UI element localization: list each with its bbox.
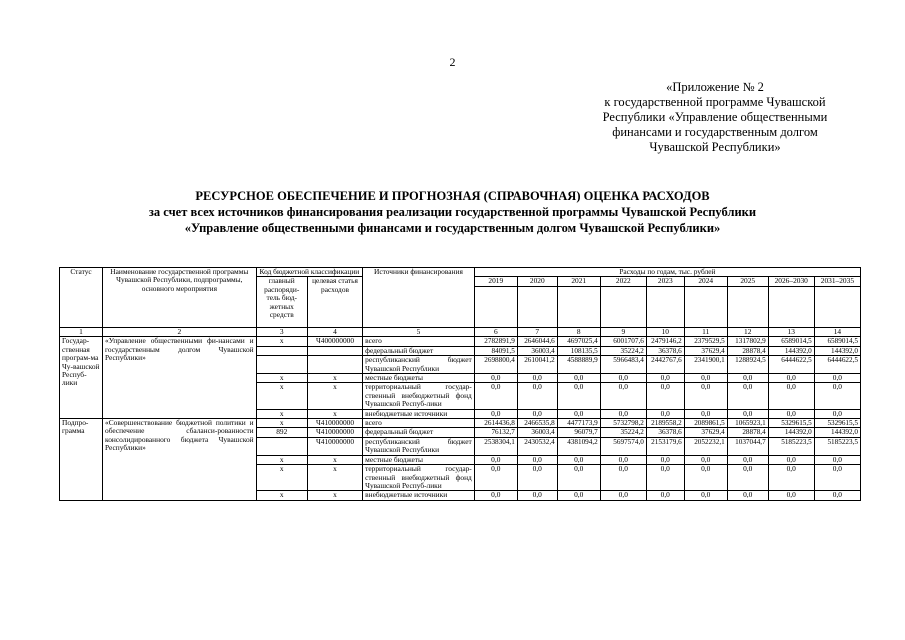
grbs-cell: x	[256, 383, 307, 409]
value-cell: 2614436,8	[474, 419, 517, 428]
value-cell: 0,0	[600, 409, 646, 418]
header-year-empty	[727, 287, 768, 328]
value-cell: 0,0	[684, 383, 727, 409]
column-index: 12	[727, 328, 768, 337]
csr-cell: x	[307, 455, 362, 464]
appendix-line: финансами и государственным долгом	[612, 125, 818, 139]
value-cell: 28878,4	[727, 346, 768, 355]
appendix-line: Чувашской Республики»	[649, 140, 781, 154]
value-cell: 6444622,5	[768, 356, 814, 374]
csr-cell	[307, 356, 362, 374]
value-cell: 0,0	[474, 455, 517, 464]
grbs-cell: x	[256, 419, 307, 428]
value-cell: 0,0	[814, 491, 860, 500]
value-cell: 144392,0	[768, 428, 814, 437]
value-cell: 36003,4	[517, 428, 557, 437]
value-cell: 0,0	[600, 455, 646, 464]
csr-cell	[307, 346, 362, 355]
column-index: 3	[256, 328, 307, 337]
appendix-line: Республики «Управление общественными	[602, 110, 828, 124]
value-cell: 0,0	[768, 374, 814, 383]
column-index: 11	[684, 328, 727, 337]
value-cell: 0,0	[768, 383, 814, 409]
value-cell: 2430532,4	[517, 437, 557, 455]
value-cell: 144392,0	[814, 428, 860, 437]
table-body	[60, 268, 861, 501]
value-cell: 36378,6	[646, 428, 684, 437]
header-year: 2024	[684, 277, 727, 287]
header-year: 2023	[646, 277, 684, 287]
source-cell: внебюджетные источники	[363, 491, 475, 500]
header-year: 2031–2035	[814, 277, 860, 287]
csr-cell: x	[307, 383, 362, 409]
value-cell: 2341900,1	[684, 356, 727, 374]
value-cell: 0,0	[474, 374, 517, 383]
source-cell: местные бюджеты	[363, 374, 475, 383]
value-cell: 5185223,5	[814, 437, 860, 455]
value-cell: 0,0	[814, 455, 860, 464]
column-index: 8	[557, 328, 600, 337]
appendix-note	[560, 80, 870, 155]
value-cell: 0,0	[684, 409, 727, 418]
value-cell: 0,0	[727, 374, 768, 383]
header-code: Код бюджетной классификации	[256, 268, 363, 277]
header-csr: целевая статья расходов	[307, 277, 362, 328]
status-cell: Подпро-грамма	[60, 419, 103, 501]
csr-cell: Ч410000000	[307, 428, 362, 437]
column-index: 10	[646, 328, 684, 337]
value-cell: 0,0	[684, 465, 727, 491]
value-cell: 0,0	[684, 374, 727, 383]
value-cell: 0,0	[557, 383, 600, 409]
value-cell: 2782891,9	[474, 337, 517, 346]
value-cell: 1317802,9	[727, 337, 768, 346]
header-name: Наименование государственной программы Чувашской Республики, подпрограммы, основного мероприятия	[103, 268, 257, 328]
value-cell: 37629,4	[684, 346, 727, 355]
value-cell: 0,0	[768, 409, 814, 418]
grbs-cell: x	[256, 337, 307, 346]
value-cell: 1037044,7	[727, 437, 768, 455]
value-cell: 76132,7	[474, 428, 517, 437]
column-index-row	[60, 328, 861, 337]
header-year: 2026–2030	[768, 277, 814, 287]
value-cell: 28878,4	[727, 428, 768, 437]
value-cell: 0,0	[517, 409, 557, 418]
value-cell: 144392,0	[768, 346, 814, 355]
column-index: 1	[60, 328, 103, 337]
grbs-cell	[256, 346, 307, 355]
grbs-cell: x	[256, 455, 307, 464]
header-year-empty	[814, 287, 860, 328]
value-cell: 0,0	[646, 383, 684, 409]
resource-table	[59, 267, 861, 501]
value-cell: 6589014,5	[768, 337, 814, 346]
value-cell: 0,0	[646, 455, 684, 464]
value-cell: 0,0	[474, 409, 517, 418]
value-cell: 2479146,2	[646, 337, 684, 346]
header-grbs: главный распоряди-тель бюд-жетных средств	[256, 277, 307, 328]
csr-cell: Ч400000000	[307, 337, 362, 346]
value-cell: 0,0	[727, 383, 768, 409]
column-index: 9	[600, 328, 646, 337]
value-cell: 84091,5	[474, 346, 517, 355]
value-cell: 4697025,4	[557, 337, 600, 346]
value-cell: 5185223,5	[768, 437, 814, 455]
value-cell: 2379529,5	[684, 337, 727, 346]
header-year-empty	[557, 287, 600, 328]
value-cell: 0,0	[814, 374, 860, 383]
value-cell: 5329615,5	[814, 419, 860, 428]
value-cell: 0,0	[727, 409, 768, 418]
value-cell: 0,0	[474, 491, 517, 500]
source-cell: местные бюджеты	[363, 455, 475, 464]
source-cell: федеральный бюджет	[363, 346, 475, 355]
grbs-cell: x	[256, 409, 307, 418]
appendix-line: к государственной программе Чувашской	[604, 95, 826, 109]
title-line: «Управление общественными финансами и государственным долгом Чувашской Республики»	[184, 221, 721, 235]
source-cell: федеральный бюджет	[363, 428, 475, 437]
value-cell: 36378,6	[646, 346, 684, 355]
value-cell: 5329615,5	[768, 419, 814, 428]
value-cell: 0,0	[684, 455, 727, 464]
column-index: 5	[363, 328, 475, 337]
column-index: 2	[103, 328, 257, 337]
header-year-empty	[600, 287, 646, 328]
value-cell: 0,0	[646, 374, 684, 383]
csr-cell: x	[307, 491, 362, 500]
column-index: 4	[307, 328, 362, 337]
value-cell: 6444622,5	[814, 356, 860, 374]
header-year-empty	[517, 287, 557, 328]
value-cell: 0,0	[600, 374, 646, 383]
value-cell: 0,0	[600, 491, 646, 500]
csr-cell: x	[307, 465, 362, 491]
header-year-empty	[768, 287, 814, 328]
value-cell: 0,0	[814, 383, 860, 409]
appendix-line: «Приложение № 2	[666, 80, 764, 94]
value-cell: 0,0	[474, 383, 517, 409]
grbs-cell: 892	[256, 428, 307, 437]
header-year-empty	[684, 287, 727, 328]
document-title	[0, 188, 905, 236]
table-row	[60, 337, 861, 346]
value-cell: 0,0	[557, 491, 600, 500]
value-cell: 0,0	[768, 491, 814, 500]
value-cell: 0,0	[727, 491, 768, 500]
value-cell: 5732798,2	[600, 419, 646, 428]
value-cell: 4477173,9	[557, 419, 600, 428]
source-cell: всего	[363, 419, 475, 428]
value-cell: 6589014,5	[814, 337, 860, 346]
title-line: РЕСУРСНОЕ ОБЕСПЕЧЕНИЕ И ПРОГНОЗНАЯ (СПРАВОЧНАЯ) ОЦЕНКА РАСХОДОВ	[195, 189, 710, 203]
value-cell: 2442767,6	[646, 356, 684, 374]
value-cell: 2610041,2	[517, 356, 557, 374]
header-year-empty	[646, 287, 684, 328]
value-cell: 0,0	[517, 491, 557, 500]
value-cell: 0,0	[557, 409, 600, 418]
value-cell: 6001707,6	[600, 337, 646, 346]
value-cell: 0,0	[557, 374, 600, 383]
header-source: Источники финансирования	[363, 268, 475, 328]
value-cell: 0,0	[600, 465, 646, 491]
value-cell: 2189558,2	[646, 419, 684, 428]
value-cell: 108135,5	[557, 346, 600, 355]
column-index: 14	[814, 328, 860, 337]
value-cell: 0,0	[517, 455, 557, 464]
value-cell: 0,0	[646, 465, 684, 491]
value-cell: 0,0	[814, 409, 860, 418]
value-cell: 0,0	[646, 491, 684, 500]
value-cell: 5966483,4	[600, 356, 646, 374]
value-cell: 1065923,1	[727, 419, 768, 428]
value-cell: 1288924,5	[727, 356, 768, 374]
value-cell: 0,0	[474, 465, 517, 491]
header-expenses: Расходы по годам, тыс. рублей	[474, 268, 860, 277]
value-cell: 2538304,1	[474, 437, 517, 455]
value-cell: 2646044,6	[517, 337, 557, 346]
source-cell: республиканский бюджет Чувашской Республики	[363, 356, 475, 374]
source-cell: территориальный государ-ственный внебюджетный фонд Чувашской Респуб-лики	[363, 383, 475, 409]
status-cell: Государ-ственная програм-ма Чу-вашской Респуб-лики	[60, 337, 103, 419]
title-line: за счет всех источников финансирования реализации государственной программы Чувашской Республики	[148, 205, 757, 219]
csr-cell: x	[307, 409, 362, 418]
value-cell: 4381094,2	[557, 437, 600, 455]
value-cell: 2089861,5	[684, 419, 727, 428]
value-cell: 36003,4	[517, 346, 557, 355]
table-row	[60, 419, 861, 428]
column-index: 7	[517, 328, 557, 337]
csr-cell: Ч410000000	[307, 419, 362, 428]
value-cell: 96079,7	[557, 428, 600, 437]
program-name-cell: «Управление общественными фи-нансами и государственным долгом Чувашской Республики»	[103, 337, 257, 419]
header-year: 2020	[517, 277, 557, 287]
page-number: 2	[449, 55, 456, 69]
value-cell: 144392,0	[814, 346, 860, 355]
value-cell: 37629,4	[684, 428, 727, 437]
value-cell: 4588889,9	[557, 356, 600, 374]
header-year: 2022	[600, 277, 646, 287]
source-cell: внебюджетные источники	[363, 409, 475, 418]
value-cell: 2153179,6	[646, 437, 684, 455]
value-cell: 0,0	[646, 409, 684, 418]
value-cell: 5697574,0	[600, 437, 646, 455]
grbs-cell	[256, 437, 307, 455]
grbs-cell: x	[256, 465, 307, 491]
source-cell: территориальный государ-ственный внебюджетный фонд Чувашской Респуб-лики	[363, 465, 475, 491]
program-name-cell: «Совершенствование бюджетной политики и обеспечение сбаланси-рованности консолидированного бюджета Чувашской Республики»	[103, 419, 257, 501]
grbs-cell	[256, 356, 307, 374]
value-cell: 0,0	[517, 383, 557, 409]
value-cell: 0,0	[557, 465, 600, 491]
value-cell: 0,0	[517, 374, 557, 383]
header-year-empty	[474, 287, 517, 328]
source-cell: республиканский бюджет Чувашской Республики	[363, 437, 475, 455]
csr-cell: x	[307, 374, 362, 383]
value-cell: 2052232,1	[684, 437, 727, 455]
grbs-cell: x	[256, 374, 307, 383]
value-cell: 35224,2	[600, 428, 646, 437]
value-cell: 0,0	[517, 465, 557, 491]
column-index: 6	[474, 328, 517, 337]
header-year: 2019	[474, 277, 517, 287]
csr-cell: Ч410000000	[307, 437, 362, 455]
value-cell: 0,0	[600, 383, 646, 409]
header-year: 2025	[727, 277, 768, 287]
value-cell: 2698800,4	[474, 356, 517, 374]
value-cell: 0,0	[684, 491, 727, 500]
header-status: Статус	[60, 268, 103, 328]
value-cell: 0,0	[727, 455, 768, 464]
value-cell: 0,0	[557, 455, 600, 464]
header-row	[60, 268, 861, 277]
value-cell: 0,0	[727, 465, 768, 491]
value-cell: 35224,2	[600, 346, 646, 355]
grbs-cell: x	[256, 491, 307, 500]
value-cell: 0,0	[768, 455, 814, 464]
column-index: 13	[768, 328, 814, 337]
source-cell: всего	[363, 337, 475, 346]
header-year: 2021	[557, 277, 600, 287]
value-cell: 0,0	[768, 465, 814, 491]
value-cell: 0,0	[814, 465, 860, 491]
value-cell: 2466535,8	[517, 419, 557, 428]
